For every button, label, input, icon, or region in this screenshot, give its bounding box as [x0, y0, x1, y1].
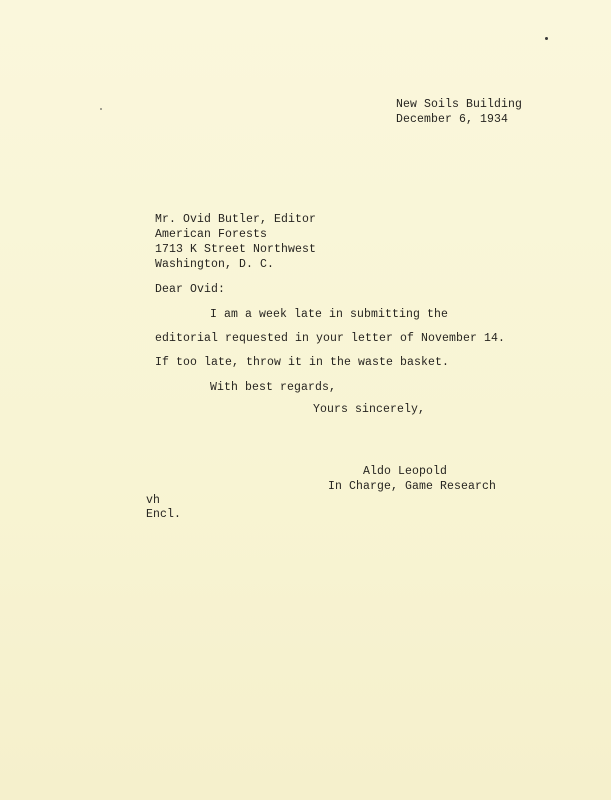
body-line-1: I am a week late in submitting the [210, 308, 449, 321]
recipient-organization: American Forests [155, 228, 268, 241]
recipient-city: Washington, D. C. [155, 258, 275, 271]
paper-speck [545, 37, 548, 40]
recipient-street: 1713 K Street Northwest [155, 243, 317, 256]
closing: Yours sincerely, [313, 403, 426, 416]
body-line-4: With best regards, [210, 381, 337, 394]
salutation: Dear Ovid: [155, 283, 226, 296]
typist-initials: vh [146, 494, 161, 507]
return-address: New Soils Building [396, 98, 523, 111]
body-line-3: If too late, throw it in the waste basket. [155, 356, 450, 369]
recipient-name: Mr. Ovid Butler, Editor [155, 213, 317, 226]
letter-date: December 6, 1934 [396, 113, 509, 126]
signature-title: In Charge, Game Research [328, 480, 497, 493]
body-line-2: editorial requested in your letter of November 14. [155, 332, 506, 345]
paper-speck [100, 108, 102, 110]
enclosure-note: Encl. [146, 508, 182, 521]
signature-name: Aldo Leopold [363, 465, 448, 478]
